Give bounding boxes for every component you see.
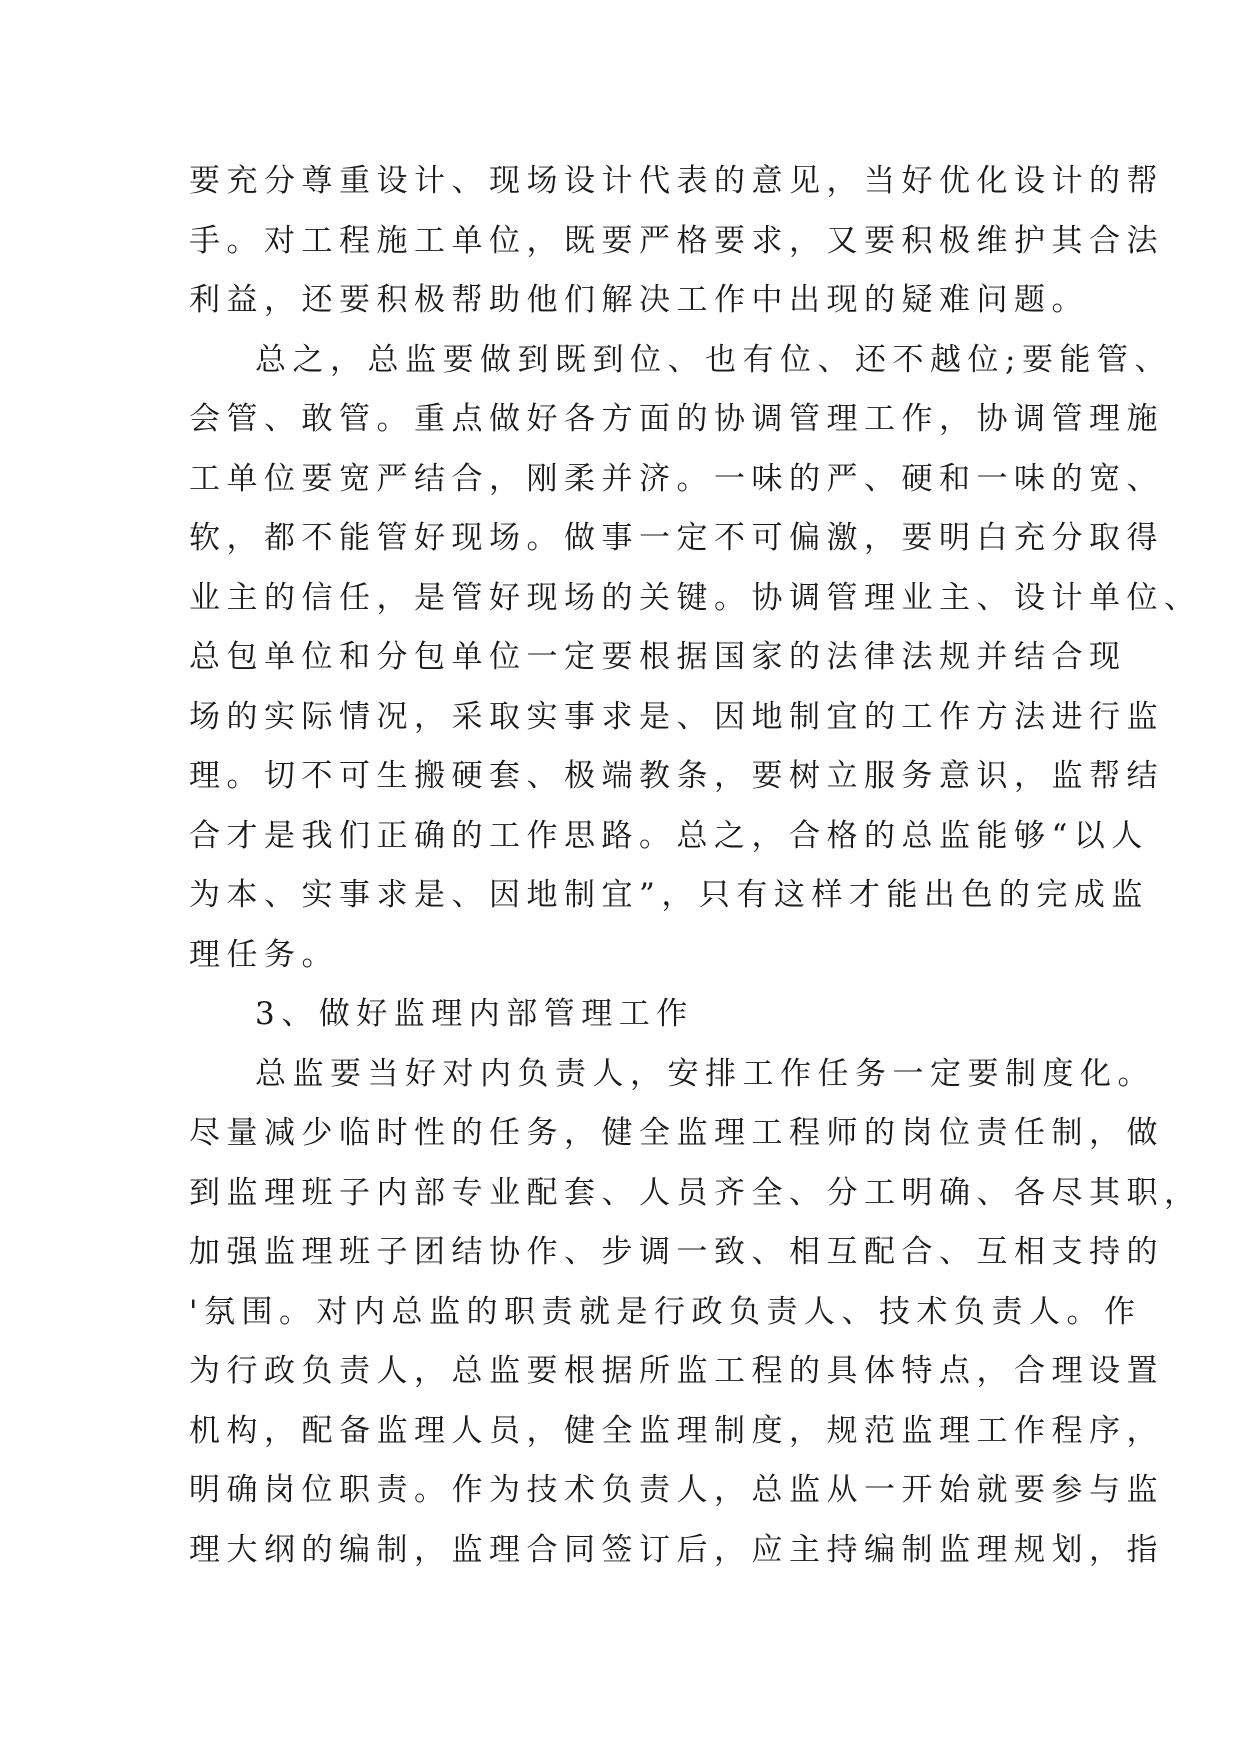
- text-line: 理大纲的编制，监理合同签订后，应主持编制监理规划，指: [189, 1531, 1164, 1568]
- paragraph-start-line: 总监要当好对内负责人，安排工作任务一定要制度化。: [255, 1055, 1155, 1092]
- text-line: 加强监理班子团结协作、步调一致、相互配合、互相支持的: [189, 1234, 1164, 1270]
- text-line: 尽量减少临时性的任务，健全监理工程师的岗位责任制，做: [189, 1115, 1164, 1151]
- text-line: '氛围。对内总监的职责就是行政负责人、技术负责人。作: [189, 1293, 1142, 1330]
- text-line: 场的实际情况，采取实事求是、因地制宜的工作方法进行监: [189, 698, 1164, 735]
- text-line: 软，都不能管好现场。做事一定不可偏激，要明白充分取得: [189, 520, 1164, 556]
- text-line: 明确岗位职责。作为技术负责人，总监从一开始就要参与监: [189, 1472, 1164, 1508]
- text-line: 要充分尊重设计、现场设计代表的意见，当好优化设计的帮: [189, 163, 1164, 199]
- text-line: 手。对工程施工单位，既要严格要求，又要积极维护其合法: [189, 222, 1164, 259]
- text-line: 机构，配备监理人员，健全监理制度，规范监理工作程序，: [189, 1412, 1164, 1449]
- text-line: 总包单位和分包单位一定要根据国家的法律法规并结合现: [189, 639, 1127, 675]
- body-text: [189, 152, 1202, 1580]
- text-line: 工单位要宽严结合，刚柔并济。一味的严、硬和一味的宽、: [189, 460, 1164, 497]
- text-line: 为行政负责人，总监要根据所监工程的具体特点，合理设置: [189, 1353, 1164, 1389]
- text-line: 理。切不可生搬硬套、极端教条，要树立服务意识，监帮结: [189, 758, 1164, 794]
- text-line: 利益，还要积极帮助他们解决工作中出现的疑难问题。: [189, 282, 1089, 318]
- text-line: 为本、实事求是、因地制宜”，只有这样才能出色的完成监: [189, 877, 1149, 913]
- text-line: 到监理班子内部专业配套、人员齐全、分工明确、各尽其职，: [189, 1174, 1202, 1211]
- text-line: 业主的信任，是管好现场的关键。协调管理业主、设计单位、: [189, 579, 1202, 616]
- text-line: 会管、敢管。重点做好各方面的协调管理工作，协调管理施: [189, 401, 1164, 437]
- text-line: 合才是我们正确的工作思路。总之，合格的总监能够“以人: [189, 817, 1149, 854]
- paragraph-start-line: 总之，总监要做到既到位、也有位、还不越位;要能管、: [255, 341, 1172, 378]
- section-heading: 3、做好监理内部管理工作: [255, 996, 694, 1032]
- text-line: 理任务。: [189, 936, 339, 973]
